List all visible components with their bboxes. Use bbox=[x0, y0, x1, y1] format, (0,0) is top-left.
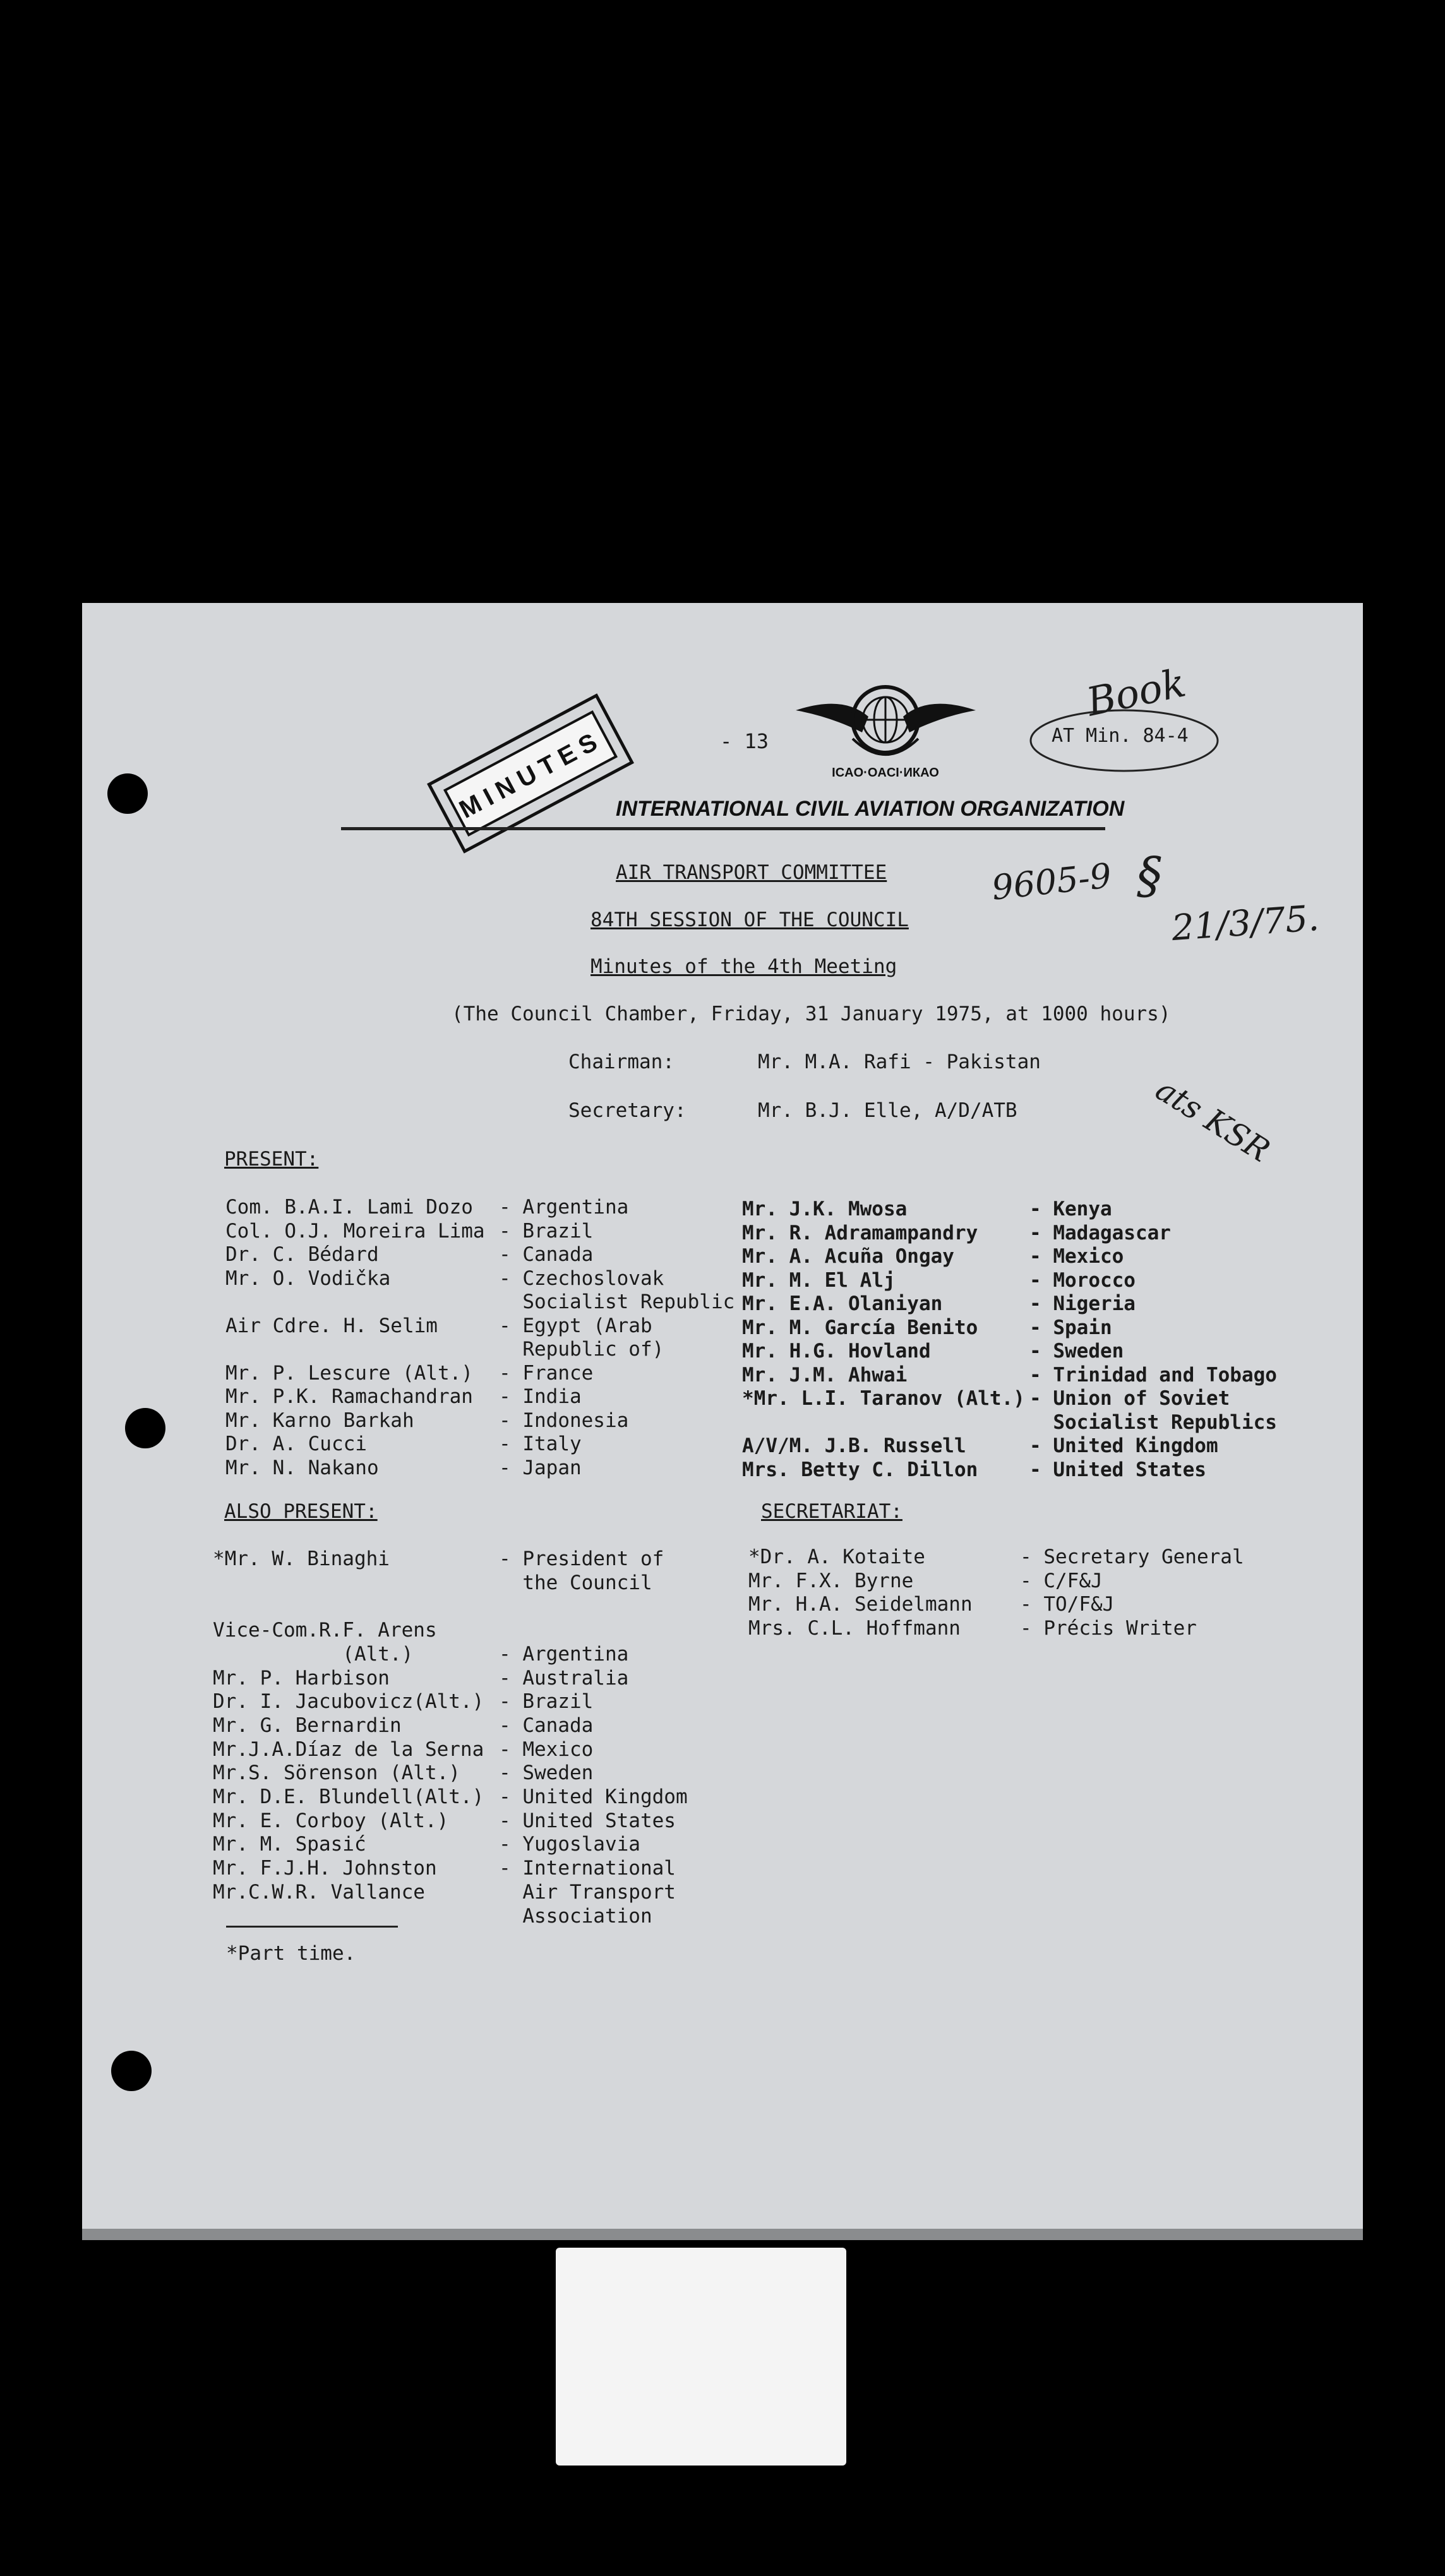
attendee-country: - Brazil bbox=[499, 1690, 594, 1714]
attendee-name: (Alt.) bbox=[213, 1642, 414, 1666]
attendee-country: - United States bbox=[1029, 1458, 1206, 1481]
handwritten-mark: § bbox=[1137, 846, 1162, 905]
page-number: - 13 bbox=[720, 729, 769, 753]
attendee-name: *Mr. L.I. Taranov (Alt.) bbox=[742, 1387, 1025, 1410]
attendee-name: Vice-Com.R.F. Arens bbox=[213, 1619, 437, 1642]
attendee-role: - Secretary General bbox=[1020, 1546, 1244, 1568]
attendee-name: Mr. Karno Barkah bbox=[225, 1409, 414, 1432]
attendee-country: - India bbox=[499, 1385, 582, 1408]
attendee-name: Mrs. C.L. Hoffmann bbox=[748, 1617, 961, 1640]
attendee-country: - Morocco bbox=[1029, 1268, 1136, 1292]
attendee-country: - Indonesia bbox=[499, 1409, 629, 1432]
secretariat-heading: SECRETARIAT: bbox=[761, 1500, 902, 1523]
attendee-name: Mr. O. Vodička bbox=[225, 1267, 391, 1290]
meeting-location: (The Council Chamber, Friday, 31 January 1975, at 1000 hours) bbox=[452, 1003, 1171, 1025]
minutes-stamp bbox=[423, 676, 638, 871]
attendee-country: the Council bbox=[499, 1571, 652, 1594]
attendee-country: - Spain bbox=[1029, 1316, 1112, 1339]
chairman-label: Chairman: bbox=[568, 1051, 675, 1073]
attendee-country: Socialist Republic bbox=[499, 1291, 735, 1313]
attendee-name: Dr. C. Bédard bbox=[225, 1243, 379, 1266]
attendee-country: - Italy bbox=[499, 1433, 582, 1455]
attendee-country: - Czechoslovak bbox=[499, 1267, 664, 1290]
chairman-value: Mr. M.A. Rafi - Pakistan bbox=[758, 1051, 1041, 1073]
punch-hole bbox=[125, 1408, 165, 1448]
attendee-name: Mr.S. Sörenson (Alt.) bbox=[213, 1762, 460, 1785]
attendee-name: *Mr. W. Binaghi bbox=[213, 1547, 390, 1570]
attendee-country: Air Transport bbox=[499, 1880, 676, 1904]
present-heading: PRESENT: bbox=[224, 1148, 319, 1171]
attendee-country: - Sweden bbox=[499, 1762, 594, 1785]
attendee-country: - Yugoslavia bbox=[499, 1833, 640, 1856]
footnote-rule bbox=[226, 1926, 398, 1928]
attendee-name: Mr. J.K. Mwosa bbox=[742, 1198, 908, 1220]
attendee-country: - United States bbox=[499, 1809, 676, 1832]
attendee-country: - International bbox=[499, 1857, 676, 1880]
handwritten-date: 21/3/75. bbox=[1170, 897, 1321, 950]
stamp-label: MINUTES bbox=[455, 725, 608, 824]
attendee-name: A/V/M. J.B. Russell bbox=[742, 1434, 966, 1457]
attendee-name: Mr. P. Lescure (Alt.) bbox=[225, 1361, 473, 1385]
session-title: 84TH SESSION OF THE COUNCIL bbox=[591, 909, 909, 931]
attendee-name: Mr.J.A.Díaz de la Serna bbox=[213, 1738, 484, 1761]
attendee-country: - Mexico bbox=[499, 1738, 594, 1761]
committee-title: AIR TRANSPORT COMMITTEE bbox=[616, 861, 887, 884]
secretary-label: Secretary: bbox=[568, 1099, 687, 1122]
attendee-name: Com. B.A.I. Lami Dozo bbox=[225, 1196, 473, 1219]
attendee-country: Republic of) bbox=[499, 1338, 664, 1361]
attendee-country: - Argentina bbox=[499, 1196, 629, 1219]
header-rule bbox=[341, 827, 1105, 830]
footnote: *Part time. bbox=[226, 1942, 356, 1965]
attendee-country: - Egypt (Arab bbox=[499, 1314, 652, 1337]
attendee-name: Mr. E. Corboy (Alt.) bbox=[213, 1809, 449, 1832]
attendee-country: - Canada bbox=[499, 1714, 594, 1737]
attendee-name: Dr. I. Jacubovicz(Alt.) bbox=[213, 1690, 484, 1714]
handwritten-book: Book bbox=[1082, 659, 1190, 725]
document-reference: AT Min. 84-4 bbox=[1052, 725, 1189, 747]
attendee-country: Association bbox=[499, 1904, 652, 1928]
attendee-country: - President of bbox=[499, 1547, 664, 1570]
attendee-name: Air Cdre. H. Selim bbox=[225, 1314, 438, 1337]
attendee-country: - Argentina bbox=[499, 1642, 629, 1666]
attendee-name: Mr. M. García Benito bbox=[742, 1316, 978, 1339]
emblem-text: ICAO·OACI·ИКАО bbox=[832, 766, 939, 780]
also-present-heading: ALSO PRESENT: bbox=[224, 1500, 378, 1523]
attendee-role: - Précis Writer bbox=[1020, 1617, 1197, 1640]
attendee-name: Mrs. Betty C. Dillon bbox=[742, 1458, 978, 1481]
attendee-name: Dr. A. Cucci bbox=[225, 1433, 367, 1455]
attendee-name: Mr. A. Acuña Ongay bbox=[742, 1245, 954, 1268]
attendee-name: Col. O.J. Moreira Lima bbox=[225, 1219, 485, 1243]
secretary-value: Mr. B.J. Elle, A/D/ATB bbox=[758, 1099, 1017, 1122]
attendee-role: - TO/F&J bbox=[1020, 1593, 1115, 1616]
attendee-name: Mr. G. Bernardin bbox=[213, 1714, 402, 1737]
attendee-country: - Canada bbox=[499, 1243, 594, 1266]
attendee-country: - Australia bbox=[499, 1666, 629, 1690]
attendee-name: Mr. D.E. Blundell(Alt.) bbox=[213, 1786, 484, 1808]
attendee-name: Mr. P.K. Ramachandran bbox=[225, 1385, 473, 1408]
attendee-country: Socialist Republics bbox=[1029, 1410, 1277, 1434]
handwritten-initials: ats KSR bbox=[1149, 1071, 1276, 1169]
attendee-country: - Trinidad and Tobago bbox=[1029, 1363, 1277, 1386]
icao-emblem-icon bbox=[793, 672, 979, 783]
attendee-country: - United Kingdom bbox=[1029, 1434, 1218, 1457]
minutes-title: Minutes of the 4th Meeting bbox=[591, 955, 897, 978]
page-bottom-edge bbox=[82, 2229, 1363, 2240]
attendee-name: Mr. H.A. Seidelmann bbox=[748, 1593, 973, 1616]
attendee-name: Mr. E.A. Olaniyan bbox=[742, 1292, 943, 1315]
attendee-country: - France bbox=[499, 1361, 594, 1385]
attendee-name: Mr. M. El Alj bbox=[742, 1268, 896, 1292]
attendee-country: - Madagascar bbox=[1029, 1221, 1171, 1244]
attendee-name: Mr. P. Harbison bbox=[213, 1666, 390, 1690]
attendee-name: Mr. M. Spasić bbox=[213, 1833, 366, 1856]
attendee-role: - C/F&J bbox=[1020, 1569, 1103, 1592]
blank-label-card bbox=[556, 2248, 846, 2466]
attendee-country: - Japan bbox=[499, 1456, 582, 1479]
attendee-country: - Nigeria bbox=[1029, 1292, 1136, 1315]
handwritten-number: 9605-9 bbox=[990, 856, 1113, 908]
attendee-name: Mr. F.J.H. Johnston bbox=[213, 1857, 437, 1880]
attendee-country: - Union of Soviet bbox=[1029, 1387, 1230, 1410]
organization-name: INTERNATIONAL CIVIL AVIATION ORGANIZATION bbox=[616, 797, 1125, 821]
punch-hole bbox=[111, 2051, 152, 2091]
attendee-name: Mr. R. Adramampandry bbox=[742, 1221, 978, 1244]
attendee-country: - Sweden bbox=[1029, 1340, 1124, 1363]
attendee-name: Mr. J.M. Ahwai bbox=[742, 1363, 908, 1386]
attendee-country: - Kenya bbox=[1029, 1198, 1112, 1220]
attendee-name: Mr. H.G. Hovland bbox=[742, 1340, 931, 1363]
attendee-name: Mr. N. Nakano bbox=[225, 1456, 379, 1479]
attendee-name: Mr. F.X. Byrne bbox=[748, 1569, 914, 1592]
attendee-country: - Brazil bbox=[499, 1219, 594, 1243]
attendee-country: - Mexico bbox=[1029, 1245, 1124, 1268]
punch-hole bbox=[107, 773, 148, 814]
attendee-name: *Dr. A. Kotaite bbox=[748, 1546, 925, 1568]
attendee-name: Mr.C.W.R. Vallance bbox=[213, 1880, 425, 1904]
attendee-country: - United Kingdom bbox=[499, 1786, 688, 1808]
